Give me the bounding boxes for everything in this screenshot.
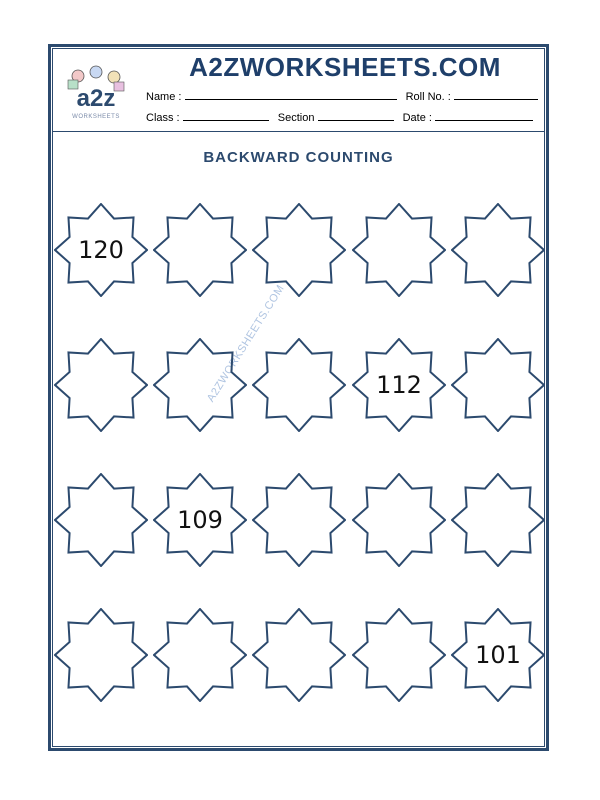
star-box[interactable] [252,338,346,432]
star-box[interactable] [451,473,545,567]
star-box[interactable] [153,608,247,702]
rollno-field[interactable] [454,89,538,100]
logo-subtext: WORKSHEETS [72,114,120,120]
star-number [252,338,346,432]
star-number [352,473,446,567]
star-box[interactable] [54,608,148,702]
star-number: 120 [78,236,124,264]
star-box[interactable] [153,203,247,297]
star-number [153,338,247,432]
star-number: 112 [376,371,422,399]
class-label: Class : [146,112,180,124]
date-field[interactable] [435,110,533,121]
name-field[interactable] [185,89,397,100]
star-box[interactable] [451,203,545,297]
star-box[interactable] [153,338,247,432]
star-number [451,473,545,567]
header-divider [52,131,545,132]
star-number [352,203,446,297]
star-box[interactable] [352,473,446,567]
worksheet-title: BACKWARD COUNTING [203,149,394,166]
star-box[interactable] [252,203,346,297]
star-number [451,338,545,432]
star-box[interactable] [54,203,148,297]
class-section-date-row [146,110,533,124]
star-box[interactable] [352,608,446,702]
star-box[interactable] [352,338,446,432]
star-number [252,473,346,567]
star-number [153,608,247,702]
star-box[interactable] [352,203,446,297]
rollno-label: Roll No. : [405,91,451,103]
class-field[interactable] [183,110,269,121]
star-number [252,608,346,702]
date-label: Date : [402,112,432,124]
site-title: A2ZWORKSHEETS.COM [189,52,501,82]
name-rollno-row [146,89,538,103]
star-box[interactable] [451,338,545,432]
star-number [451,203,545,297]
star-box[interactable] [54,473,148,567]
star-box[interactable] [54,338,148,432]
section-label: Section [277,112,315,124]
star-number [252,203,346,297]
watermark: A2ZWORKSHEETS.COM [204,282,287,405]
star-box[interactable] [153,473,247,567]
star-number [352,608,446,702]
name-label: Name : [146,91,182,103]
logo [56,62,136,124]
star-number: 101 [475,641,521,669]
star-number [54,338,148,432]
logo-graphic [56,62,136,124]
section-field[interactable] [318,110,394,121]
star-number: 109 [177,506,223,534]
star-box[interactable] [451,608,545,702]
logo-text: a2z [76,85,116,112]
star-number [153,203,247,297]
star-box[interactable] [252,473,346,567]
star-number [54,608,148,702]
star-box[interactable] [252,608,346,702]
star-number [54,473,148,567]
